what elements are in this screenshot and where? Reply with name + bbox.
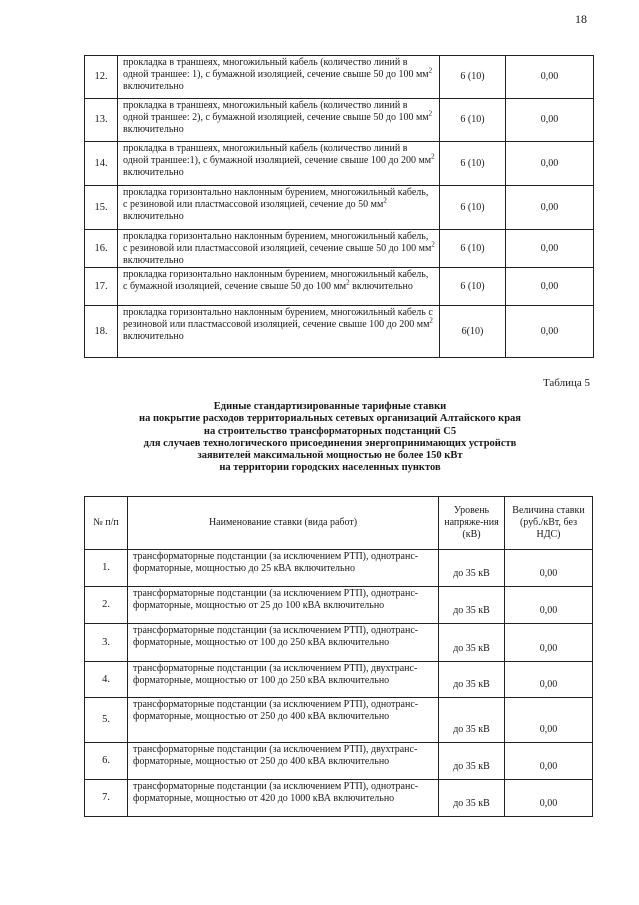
description-suffix: включительно <box>123 167 184 178</box>
voltage-level: до 35 кВ <box>439 662 505 698</box>
rate-value: 0,00 <box>505 743 593 780</box>
voltage-level: до 35 кВ <box>439 624 505 662</box>
row-number: 15. <box>85 186 118 230</box>
row-number: 12. <box>85 56 118 99</box>
work-description <box>118 142 440 186</box>
table-row <box>85 587 593 624</box>
row-number: 16. <box>85 230 118 268</box>
table-row <box>85 743 593 780</box>
description-suffix: включительно <box>123 331 184 342</box>
heading-line: на территории городских населенных пунктов <box>219 462 441 474</box>
row-number: 1. <box>85 550 128 587</box>
page-number: 18 <box>575 12 587 26</box>
table-row <box>85 624 593 662</box>
table-row <box>85 99 594 142</box>
work-description <box>118 56 440 99</box>
voltage-level: до 35 кВ <box>439 743 505 780</box>
row-number: 2. <box>85 587 128 624</box>
row-number: 6. <box>85 743 128 780</box>
header-voltage: Уровень напряже-ния (кВ) <box>439 497 505 550</box>
superscript: 2 <box>428 66 433 75</box>
rate-value: 0,00 <box>505 550 593 587</box>
rate-value: 0,00 <box>506 230 594 268</box>
rate-value: 0,00 <box>506 268 594 306</box>
substation-rates-body <box>85 550 593 817</box>
superscript: 2 <box>431 152 435 161</box>
description-text: прокладка в траншеях, многожильный кабель (количество линий в одной траншее: 1), с бумажной изоляцией, сечение свыше 50 до 100 мм <box>123 57 429 80</box>
table-row <box>85 230 594 268</box>
description-text: прокладка в траншеях, многожильный кабель (количество линий в одной траншее:1), с бумажной изоляцией, сечение свыше 100 до 200 мм <box>123 143 432 166</box>
table-row <box>85 780 593 817</box>
work-description: трансформаторные подстанции (за исключением РТП), однотранс-форматорные, мощностью от 100 до 250 кВА включительно <box>128 624 439 662</box>
work-description: трансформаторные подстанции (за исключением РТП), однотранс-форматорные, мощностью от 420 до 1000 кВА включительно <box>128 780 439 817</box>
work-description: трансформаторные подстанции (за исключением РТП), однотранс-форматорные, мощностью от 25 до 100 кВА включительно <box>128 587 439 624</box>
voltage-level: до 35 кВ <box>439 780 505 817</box>
work-description: трансформаторные подстанции (за исключением РТП), двухтранс-форматорные, мощностью от 250 до 400 кВА включительно <box>128 743 439 780</box>
rate-value: 0,00 <box>505 662 593 698</box>
heading-line: для случаев технологического присоединения энергопринимающих устройств <box>143 437 517 449</box>
voltage-level: 6 (10) <box>440 56 506 99</box>
table-row <box>85 662 593 698</box>
voltage-level: 6 (10) <box>440 186 506 230</box>
row-number: 3. <box>85 624 128 662</box>
voltage-level: до 35 кВ <box>439 550 505 587</box>
heading-line: на строительство трансформаторных подстанций С5 <box>203 425 457 437</box>
description-text: прокладка горизонтально наклонным бурением, многожильный кабель, с резиновой или пластмассовой изоляцией, сечение свыше 50 до 100 мм <box>123 231 432 254</box>
header-rate: Величина ставки (руб./кВт, без НДС) <box>505 497 593 550</box>
voltage-level: до 35 кВ <box>439 698 505 743</box>
description-suffix: включительно <box>123 124 184 135</box>
voltage-level: 6 (10) <box>440 230 506 268</box>
voltage-level: до 35 кВ <box>439 587 505 624</box>
rate-value: 0,00 <box>505 587 593 624</box>
superscript: 2 <box>431 240 435 249</box>
voltage-level: 6 (10) <box>440 268 506 306</box>
superscript: 2 <box>383 196 387 205</box>
work-description: трансформаторные подстанции (за исключением РТП), двухтранс-форматорные, мощностью от 100 до 250 кВА включительно <box>128 662 439 698</box>
description-text: прокладка горизонтально наклонным бурением, многожильный кабель, с резиновой или пластмассовой изоляцией, сечение до 50 мм <box>123 187 429 210</box>
description-suffix: включительно <box>123 211 184 222</box>
voltage-level: 6(10) <box>440 306 506 358</box>
table-heading <box>90 401 570 475</box>
row-number: 17. <box>85 268 118 306</box>
table-row <box>85 268 594 306</box>
rate-value: 0,00 <box>505 780 593 817</box>
rate-value: 0,00 <box>505 624 593 662</box>
work-description <box>118 268 440 306</box>
description-text: прокладка в траншеях, многожильный кабель (количество линий в одной траншее: 2), с бумажной изоляцией, сечение свыше 50 до 100 мм <box>123 100 429 123</box>
superscript: 2 <box>429 316 433 325</box>
heading-line: на покрытие расходов территориальных сетевых организаций Алтайского края <box>139 413 521 425</box>
row-number: 14. <box>85 142 118 186</box>
rate-value: 0,00 <box>506 99 594 142</box>
table-caption: Таблица 5 <box>542 377 590 389</box>
table-row <box>85 550 593 587</box>
rate-value: 0,00 <box>506 186 594 230</box>
description-text: прокладка горизонтально наклонным бурением, многожильный кабель, с бумажной изоляцией, сечение свыше 50 до 100 мм <box>123 269 429 292</box>
work-description <box>118 306 440 358</box>
work-description <box>118 99 440 142</box>
description-text: прокладка горизонтально наклонным бурением, многожильный кабель с резиновой или пластмассовой изоляцией, сечение свыше 100 до 200 мм <box>123 307 433 330</box>
heading-line: заявителей максимальной мощностью не более 150 кВт <box>197 450 463 462</box>
table-header-row <box>85 497 593 550</box>
voltage-level: 6 (10) <box>440 99 506 142</box>
rate-value: 0,00 <box>506 142 594 186</box>
table-row <box>85 56 594 99</box>
work-description: трансформаторные подстанции (за исключением РТП), однотранс-форматорные, мощностью от 250 до 400 кВА включительно <box>128 698 439 743</box>
voltage-level: 6 (10) <box>440 142 506 186</box>
substation-rates-table <box>84 496 593 817</box>
row-number: 4. <box>85 662 128 698</box>
work-description <box>118 230 440 268</box>
superscript: 2 <box>346 278 350 287</box>
table-row <box>85 142 594 186</box>
row-number: 7. <box>85 780 128 817</box>
description-suffix: включительно <box>349 281 413 292</box>
table-row <box>85 186 594 230</box>
row-number: 5. <box>85 698 128 743</box>
header-name: Наименование ставки (вида работ) <box>128 497 439 550</box>
row-number: 13. <box>85 99 118 142</box>
table-row <box>85 306 594 358</box>
row-number: 18. <box>85 306 118 358</box>
rate-value: 0,00 <box>506 56 594 99</box>
description-suffix: включительно <box>123 81 184 92</box>
superscript: 2 <box>428 109 433 118</box>
cable-laying-rates-body <box>85 56 594 358</box>
work-description <box>118 186 440 230</box>
rate-value: 0,00 <box>505 698 593 743</box>
heading-line: Единые стандартизированные тарифные ставки <box>213 401 447 412</box>
work-description: трансформаторные подстанции (за исключением РТП), однотранс-форматорные, мощностью до 25 кВА включительно <box>128 550 439 587</box>
table-row <box>85 698 593 743</box>
description-suffix: включительно <box>123 255 184 266</box>
rate-value: 0,00 <box>506 306 594 358</box>
cable-laying-rates-table <box>84 55 594 358</box>
header-num: № п/п <box>85 497 128 550</box>
